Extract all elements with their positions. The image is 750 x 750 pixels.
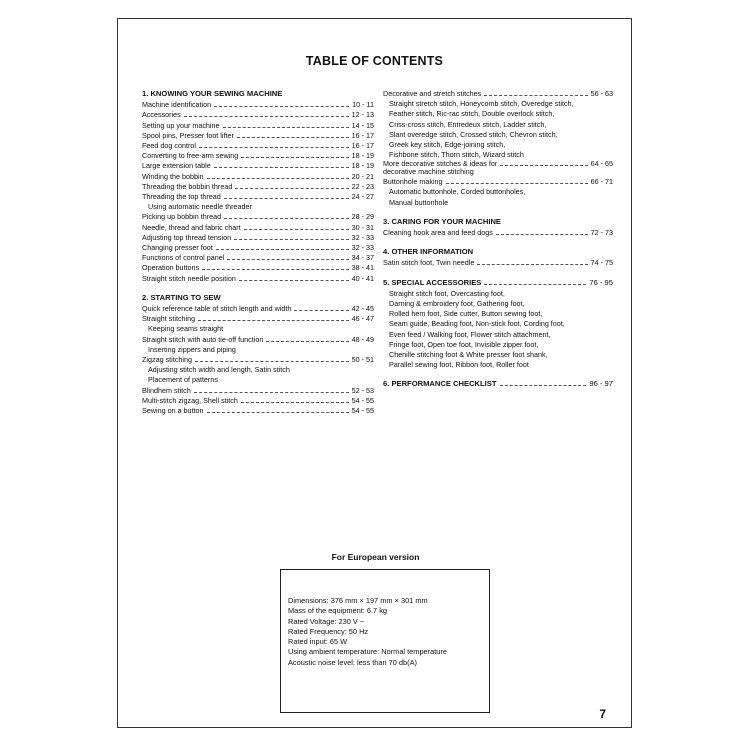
dot-leader bbox=[294, 310, 348, 311]
toc-sub-entry: Darning & embroidery foot, Gathering foot, bbox=[389, 299, 525, 309]
heading-label: 6. PERFORMANCE CHECKLIST bbox=[383, 379, 497, 389]
dot-leader bbox=[484, 95, 587, 96]
toc-entry bbox=[383, 258, 613, 268]
toc-entry bbox=[142, 263, 374, 273]
entry-label: Feed dog control bbox=[142, 141, 196, 151]
dot-leader bbox=[234, 239, 349, 240]
toc-sub-entry: Even feed / Walking foot, Flower stitch attachment, bbox=[389, 329, 551, 339]
entry-pages: 50 - 51 bbox=[351, 355, 374, 365]
toc-entry bbox=[383, 89, 613, 99]
entry-pages: 10 - 11 bbox=[352, 100, 374, 110]
spec-line: Using ambient temperature: Normal temperature bbox=[288, 647, 447, 657]
entry-pages: 40 - 41 bbox=[351, 273, 374, 283]
dot-leader bbox=[227, 259, 348, 260]
entry-label: Sewing on a button bbox=[142, 406, 204, 416]
entry-label: Buttonhole making bbox=[383, 177, 443, 187]
entry-pages: 30 - 31 bbox=[351, 222, 374, 232]
entry-label: Cleaning hook area and feed dogs bbox=[383, 228, 493, 238]
entry-pages: 22 - 23 bbox=[351, 181, 374, 191]
dot-leader bbox=[235, 188, 348, 189]
toc-sub-entry: Placement of patterns bbox=[148, 375, 218, 385]
entry-pages: 14 - 15 bbox=[351, 120, 374, 130]
entry-pages: 24 - 27 bbox=[351, 192, 374, 202]
entry-pages: 16 - 17 bbox=[351, 141, 374, 151]
dot-leader bbox=[237, 137, 349, 138]
dot-leader bbox=[266, 341, 348, 342]
entry-pages: 38 - 41 bbox=[351, 263, 374, 273]
spec-line: Rated Frequency: 50 Hz bbox=[288, 626, 369, 636]
spec-line: Rated input: 65 W bbox=[288, 637, 348, 647]
toc-entry bbox=[142, 304, 374, 314]
dot-leader bbox=[194, 392, 349, 393]
toc-entry bbox=[142, 314, 374, 324]
toc-list bbox=[383, 258, 613, 268]
toc-sub-entry: Adjusting stitch width and length, Satin stitch bbox=[148, 365, 290, 375]
section-decorative bbox=[383, 89, 613, 208]
toc-sub-entry: Keeping seams straight bbox=[148, 324, 224, 334]
sub-list bbox=[383, 187, 613, 207]
entry-pages: 18 - 19 bbox=[351, 151, 374, 161]
entry-pages: 54 - 55 bbox=[351, 406, 374, 416]
entry-pages: 52 - 53 bbox=[351, 385, 374, 395]
spec-list bbox=[288, 596, 489, 668]
spec-line: Dimensions: 376 mm × 197 mm × 301 mm bbox=[288, 596, 428, 605]
entry-label: Converting to free-arm sewing bbox=[142, 151, 239, 161]
toc-entry bbox=[142, 243, 374, 253]
section-starting bbox=[142, 293, 374, 416]
toc-sub-entry: Fishbone stitch, Thorn stitch, Wizard stitch bbox=[389, 150, 524, 160]
toc-entry bbox=[142, 274, 374, 284]
dot-leader bbox=[214, 167, 349, 168]
entry-label: Threading the top thread bbox=[142, 192, 221, 202]
entry-label: Large extension table bbox=[142, 161, 211, 171]
entry-label: Threading the bobbin thread bbox=[142, 181, 233, 191]
toc-entry bbox=[142, 253, 374, 263]
dot-leader bbox=[195, 361, 349, 362]
entry-label: Spool pins, Presser foot lifter bbox=[142, 130, 234, 140]
entry-label: Quick reference table of stitch length and width bbox=[142, 304, 292, 314]
entry-label: Changing presser foot bbox=[142, 243, 213, 253]
entry-pages: 34 - 37 bbox=[351, 253, 374, 263]
entry-label: Straight stitch with auto tie-off function bbox=[142, 334, 264, 344]
toc-list bbox=[383, 228, 613, 238]
toc-sub-entry: Chenille stitching foot & White presser foot shank, bbox=[389, 350, 548, 360]
entry-label: Satin stitch foot, Twin needle bbox=[383, 258, 475, 268]
toc-list bbox=[142, 100, 374, 284]
toc-entry bbox=[142, 223, 374, 233]
manual-page bbox=[117, 18, 632, 728]
dot-leader bbox=[199, 147, 349, 148]
page-title: TABLE OF CONTENTS bbox=[305, 54, 444, 68]
dot-leader bbox=[496, 234, 588, 235]
entry-label: Picking up bobbin thread bbox=[142, 212, 222, 222]
toc-right-column bbox=[383, 89, 613, 399]
entry-label: Multi-stitch zigzag, Shell stitch bbox=[142, 395, 238, 405]
entry-label: Blindhem stitch bbox=[142, 385, 191, 395]
dot-leader bbox=[500, 165, 587, 166]
entry-pages: 32 - 33 bbox=[351, 232, 374, 242]
entry-pages: 54 - 55 bbox=[351, 395, 374, 405]
toc-left-column bbox=[142, 89, 374, 425]
section-knowing bbox=[142, 89, 374, 284]
dot-leader bbox=[202, 269, 348, 270]
toc-sub-entry: Straight stretch stitch, Honeycomb stitch, Overedge stitch, bbox=[389, 99, 574, 109]
entry-label: Setting up your machine bbox=[142, 120, 220, 130]
entry-label: Machine identification bbox=[142, 100, 212, 110]
sub-list bbox=[383, 99, 613, 160]
toc-entry bbox=[142, 182, 374, 192]
toc-sub-entry: Manual buttonhole bbox=[389, 197, 449, 207]
toc-entry bbox=[383, 177, 613, 187]
toc-sub-entry: Slant overedge stitch, Crossed stitch, Chevron stitch, bbox=[389, 129, 558, 139]
sub-list bbox=[383, 289, 613, 371]
toc-entry bbox=[142, 335, 374, 345]
dot-leader bbox=[241, 402, 349, 403]
toc-entry bbox=[383, 160, 613, 177]
entry-label bbox=[383, 160, 497, 175]
toc-sub-entry: Feather stitch, Ric-rac stitch, Double overlock stitch, bbox=[389, 109, 555, 119]
entry-label: Zigzag stitching bbox=[142, 355, 192, 365]
entry-label: Winding the bobbin bbox=[142, 171, 204, 181]
dot-leader bbox=[477, 264, 587, 265]
section-other bbox=[383, 247, 613, 268]
entry-label: Accessories bbox=[142, 110, 181, 120]
spec-line: Rated Voltage: 230 V ~ bbox=[288, 616, 365, 626]
entry-pages: 96 - 97 bbox=[589, 379, 613, 389]
european-heading: For European version bbox=[331, 552, 420, 562]
dot-leader bbox=[224, 218, 348, 219]
entry-pages: 18 - 19 bbox=[351, 161, 374, 171]
toc-entry bbox=[142, 406, 374, 416]
spec-line: Acoustic noise level: less than 70 db(A) bbox=[288, 657, 417, 667]
toc-sub-entry: Seam guide, Beading foot, Non-stick foot, Cording foot, bbox=[389, 319, 565, 329]
entry-label: Decorative and stretch stitches bbox=[383, 89, 482, 98]
toc-entry bbox=[142, 355, 374, 365]
toc-sub-entry: Parallel sewing foot, Ribbon foot, Roller foot bbox=[389, 360, 529, 370]
toc-entry bbox=[142, 100, 374, 110]
entry-label: Straight stitch needle position bbox=[142, 273, 236, 283]
entry-label-line1: More decorative stitches & ideas for bbox=[383, 159, 498, 169]
dot-leader bbox=[207, 178, 349, 179]
toc-entry bbox=[142, 212, 374, 222]
dot-leader bbox=[223, 127, 349, 128]
toc-entry bbox=[142, 192, 374, 202]
toc-entry bbox=[383, 228, 613, 238]
entry-pages: 48 - 49 bbox=[351, 334, 374, 344]
entry-pages: 20 - 21 bbox=[351, 171, 374, 181]
section-heading bbox=[383, 379, 613, 389]
section-heading bbox=[383, 278, 613, 288]
toc-entry bbox=[142, 172, 374, 182]
dot-leader bbox=[224, 198, 349, 199]
entry-label: Needle, thread and fabric chart bbox=[142, 222, 241, 232]
entry-pages: 16 - 17 bbox=[351, 130, 374, 140]
dot-leader bbox=[214, 106, 349, 107]
dot-leader bbox=[198, 320, 348, 321]
toc-sub-entry: Rolled hem foot, Side cutter, Button sewing foot, bbox=[389, 309, 543, 319]
entry-pages: 72 - 73 bbox=[590, 228, 613, 238]
toc-entry bbox=[142, 396, 374, 406]
entry-label: Operation buttons bbox=[142, 263, 200, 273]
toc-entry bbox=[142, 151, 374, 161]
entry-pages: 66 - 71 bbox=[590, 177, 613, 187]
entry-label: Adjusting top thread tension bbox=[142, 232, 232, 242]
spec-line: Mass of the equipment: 6.7 kg bbox=[288, 606, 388, 616]
section-heading: 2. STARTING TO SEW bbox=[142, 292, 221, 302]
dot-leader bbox=[446, 183, 588, 184]
toc-sub-entry: Fringe foot, Open toe foot, Invisible zipper foot, bbox=[389, 339, 539, 349]
heading-label: 5. SPECIAL ACCESSORIES bbox=[383, 277, 482, 287]
entry-pages: 74 - 75 bbox=[590, 258, 613, 268]
dot-leader bbox=[216, 249, 349, 250]
section-performance bbox=[383, 379, 613, 389]
toc-entry bbox=[142, 161, 374, 171]
toc-sub-entry: Automatic buttonhole, Corded buttonholes, bbox=[389, 187, 526, 197]
spec-box bbox=[280, 569, 490, 713]
entry-label: Straight stitching bbox=[142, 314, 196, 324]
entry-label-line2: decorative machine stitching bbox=[383, 166, 474, 176]
section-heading: 3. CARING FOR YOUR MACHINE bbox=[383, 216, 501, 226]
entry-pages: 12 - 13 bbox=[351, 110, 374, 120]
toc-sub-entry: Criss-cross stitch, Entredeux stitch, Ladder stitch, bbox=[389, 119, 547, 129]
toc-sub-entry: Straight stitch foot, Overcasting foot, bbox=[389, 288, 505, 298]
dot-leader bbox=[239, 280, 349, 281]
entry-pages: 32 - 33 bbox=[351, 243, 374, 253]
toc-entry bbox=[142, 110, 374, 120]
section-special bbox=[383, 278, 613, 371]
section-heading: 1. KNOWING YOUR SEWING MACHINE bbox=[142, 89, 283, 98]
dot-leader bbox=[207, 412, 349, 413]
toc-entry bbox=[142, 131, 374, 141]
entry-pages: 46 - 47 bbox=[351, 314, 374, 324]
dot-leader bbox=[241, 157, 348, 158]
section-heading: 4. OTHER INFORMATION bbox=[383, 247, 474, 257]
dot-leader bbox=[484, 284, 586, 285]
entry-label: Functions of control panel bbox=[142, 253, 225, 263]
entry-pages: 56 - 63 bbox=[590, 89, 613, 98]
toc-entry bbox=[142, 233, 374, 243]
toc-list bbox=[142, 304, 374, 416]
entry-pages: 42 - 45 bbox=[351, 304, 374, 314]
section-caring bbox=[383, 217, 613, 238]
entry-pages: 76 - 95 bbox=[589, 277, 613, 287]
dot-leader bbox=[184, 116, 349, 117]
toc-sub-entry: Greek key stitch, Edge-joining stitch, bbox=[389, 140, 506, 150]
entry-pages: 28 - 29 bbox=[351, 212, 374, 222]
toc-entry bbox=[142, 141, 374, 151]
toc-sub-entry: Inserting zippers and piping bbox=[148, 344, 236, 354]
page-number: 7 bbox=[599, 707, 606, 721]
dot-leader bbox=[500, 385, 587, 386]
dot-leader bbox=[244, 229, 349, 230]
toc-entry bbox=[142, 121, 374, 131]
toc-entry bbox=[142, 386, 374, 396]
toc-sub-entry: Using automatic needle threader bbox=[148, 202, 252, 212]
entry-pages: 64 - 65 bbox=[590, 159, 613, 169]
